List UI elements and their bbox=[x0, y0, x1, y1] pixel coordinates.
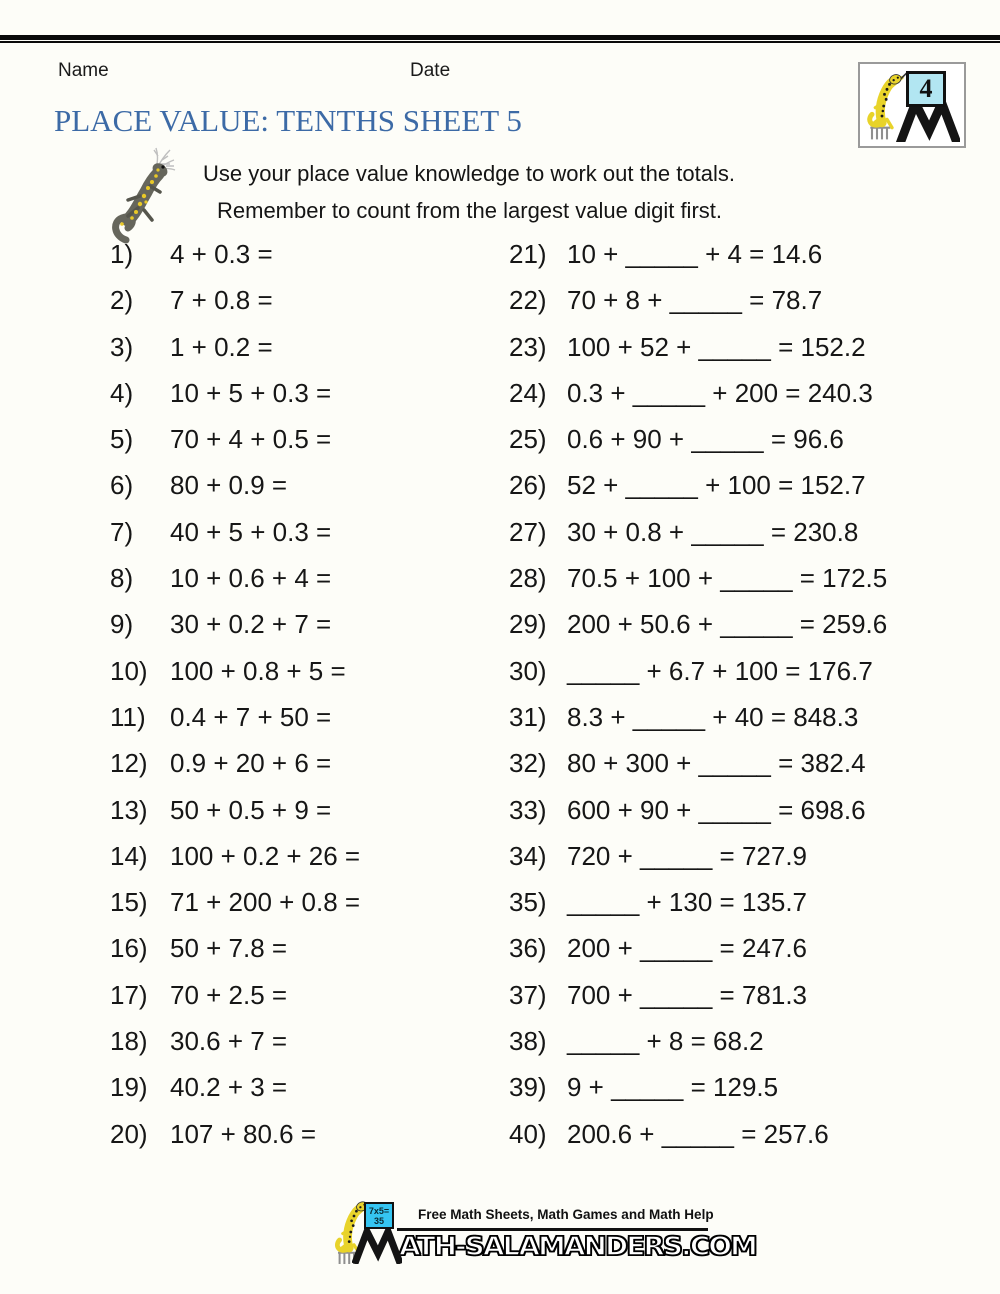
problem-text: 80 + 0.9 = bbox=[170, 470, 288, 501]
problem-text: 9 + _____ = 129.5 bbox=[567, 1072, 779, 1103]
problem-number: 33) bbox=[509, 794, 547, 825]
instructions bbox=[203, 155, 735, 229]
problem-text: 700 + _____ = 781.3 bbox=[567, 979, 808, 1010]
problem-number: 12) bbox=[110, 748, 148, 779]
problem-row bbox=[110, 601, 360, 647]
problem-row bbox=[509, 833, 887, 879]
problem-number: 31) bbox=[509, 701, 547, 732]
problem-number: 9) bbox=[110, 609, 134, 640]
problem-row bbox=[509, 1111, 887, 1157]
problem-text: _____ + 130 = 135.7 bbox=[567, 887, 808, 918]
problem-row bbox=[509, 1018, 887, 1064]
problem-number: 24) bbox=[509, 377, 547, 408]
problem-text: 10 + _____ + 4 = 14.6 bbox=[567, 239, 823, 269]
problem-number: 27) bbox=[509, 516, 547, 547]
problem-row bbox=[110, 324, 360, 370]
problem-row bbox=[110, 648, 360, 694]
problem-row bbox=[509, 972, 887, 1018]
problem-row bbox=[509, 324, 887, 370]
seven-times-five-sign bbox=[364, 1202, 394, 1229]
problem-row bbox=[110, 277, 360, 323]
problem-row bbox=[110, 833, 360, 879]
problem-text: 70.5 + 100 + _____ = 172.5 bbox=[567, 563, 888, 594]
problem-row bbox=[110, 462, 360, 508]
problem-row bbox=[110, 1064, 360, 1110]
problem-row bbox=[509, 1064, 887, 1110]
problem-number: 1) bbox=[110, 239, 134, 269]
problem-row bbox=[509, 509, 887, 555]
problem-number: 34) bbox=[509, 840, 547, 871]
problem-number: 29) bbox=[509, 609, 547, 640]
problem-number: 3) bbox=[110, 331, 134, 362]
problem-text: _____ + 8 = 68.2 bbox=[567, 1026, 764, 1057]
problem-text: 0.4 + 7 + 50 = bbox=[170, 701, 332, 732]
footer-tagline: Free Math Sheets, Math Games and Math Help bbox=[418, 1207, 714, 1222]
problem-text: 100 + 0.8 + 5 = bbox=[170, 655, 346, 686]
problem-row bbox=[509, 601, 887, 647]
problem-row bbox=[110, 1018, 360, 1064]
problem-number: 36) bbox=[509, 933, 547, 964]
problem-number: 14) bbox=[110, 840, 148, 871]
problem-number: 6) bbox=[110, 470, 134, 501]
problem-number: 21) bbox=[509, 239, 547, 269]
problem-number: 7) bbox=[110, 516, 134, 547]
problem-number: 10) bbox=[110, 655, 148, 686]
instruction-line-2: Remember to count from the largest value digit first. bbox=[217, 198, 722, 223]
problem-text: 30 + 0.8 + _____ = 230.8 bbox=[567, 516, 859, 547]
problem-text: 0.6 + 90 + _____ = 96.6 bbox=[567, 424, 844, 455]
problem-row bbox=[509, 231, 887, 277]
problem-number: 16) bbox=[110, 933, 148, 964]
problem-row bbox=[110, 231, 360, 277]
problem-text: 50 + 7.8 = bbox=[170, 933, 288, 964]
problem-row bbox=[509, 787, 887, 833]
problem-row bbox=[110, 694, 360, 740]
problem-row bbox=[110, 555, 360, 601]
problem-text: 200.6 + _____ = 257.6 bbox=[567, 1118, 829, 1149]
sign-line-2: 35 bbox=[373, 1216, 384, 1226]
problem-text: 4 + 0.3 = bbox=[170, 239, 273, 269]
problem-row bbox=[110, 509, 360, 555]
problem-text: 70 + 8 + _____ = 78.7 bbox=[567, 285, 823, 316]
math-salamanders-badge bbox=[858, 62, 966, 148]
problem-row bbox=[509, 462, 887, 508]
problem-row bbox=[110, 972, 360, 1018]
problem-number: 5) bbox=[110, 424, 134, 455]
problem-row bbox=[509, 555, 887, 601]
problem-text: 1 + 0.2 = bbox=[170, 331, 273, 362]
problem-number: 13) bbox=[110, 794, 148, 825]
problem-row bbox=[110, 416, 360, 462]
problem-number: 26) bbox=[509, 470, 547, 501]
problem-row bbox=[110, 879, 360, 925]
problems-column-left bbox=[110, 231, 360, 1157]
problem-text: 200 + _____ = 247.6 bbox=[567, 933, 808, 964]
problem-text: 52 + _____ + 100 = 152.7 bbox=[567, 470, 866, 501]
problem-text: 7 + 0.8 = bbox=[170, 285, 273, 316]
problem-row bbox=[509, 925, 887, 971]
problem-text: 100 + 52 + _____ = 152.2 bbox=[567, 331, 866, 362]
problem-number: 35) bbox=[509, 887, 547, 918]
problem-text: 8.3 + _____ + 40 = 848.3 bbox=[567, 701, 859, 732]
problem-number: 20) bbox=[110, 1118, 148, 1149]
problems-column-right bbox=[509, 231, 887, 1157]
problem-number: 17) bbox=[110, 979, 148, 1010]
instruction-line-1: Use your place value knowledge to work out the totals. bbox=[203, 161, 735, 186]
problem-row bbox=[509, 370, 887, 416]
problem-text: 100 + 0.2 + 26 = bbox=[170, 840, 361, 871]
name-label: Name bbox=[58, 60, 109, 81]
problem-text: 70 + 2.5 = bbox=[170, 979, 288, 1010]
problem-number: 25) bbox=[509, 424, 547, 455]
problem-number: 32) bbox=[509, 748, 547, 779]
footer-m-logo-icon bbox=[352, 1226, 402, 1264]
problem-text: 720 + _____ = 727.9 bbox=[567, 840, 808, 871]
problem-number: 39) bbox=[509, 1072, 547, 1103]
problem-number: 37) bbox=[509, 979, 547, 1010]
problem-number: 11) bbox=[110, 701, 146, 732]
problem-text: 40.2 + 3 = bbox=[170, 1072, 288, 1103]
problem-row bbox=[110, 370, 360, 416]
problem-row bbox=[509, 879, 887, 925]
problem-row bbox=[509, 648, 887, 694]
top-double-rule bbox=[0, 35, 1000, 43]
problem-number: 18) bbox=[110, 1026, 148, 1057]
problem-text: 107 + 80.6 = bbox=[170, 1118, 317, 1149]
problem-text: 40 + 5 + 0.3 = bbox=[170, 516, 332, 547]
problem-row bbox=[110, 925, 360, 971]
problem-row bbox=[509, 740, 887, 786]
problem-number: 40) bbox=[509, 1118, 547, 1149]
problem-text: 0.9 + 20 + 6 = bbox=[170, 748, 332, 779]
problem-number: 23) bbox=[509, 331, 547, 362]
problem-text: 71 + 200 + 0.8 = bbox=[170, 887, 361, 918]
problem-number: 38) bbox=[509, 1026, 547, 1057]
problem-row bbox=[110, 740, 360, 786]
problem-number: 2) bbox=[110, 285, 134, 316]
problem-text: 70 + 4 + 0.5 = bbox=[170, 424, 332, 455]
page-title: PLACE VALUE: TENTHS SHEET 5 bbox=[54, 103, 522, 138]
problem-text: 200 + 50.6 + _____ = 259.6 bbox=[567, 609, 888, 640]
problem-number: 30) bbox=[509, 655, 547, 686]
problem-text: 600 + 90 + _____ = 698.6 bbox=[567, 794, 866, 825]
date-label: Date bbox=[410, 60, 451, 81]
problem-text: 10 + 5 + 0.3 = bbox=[170, 377, 332, 408]
problem-number: 28) bbox=[509, 563, 547, 594]
problem-row bbox=[509, 694, 887, 740]
level-badge: 4 bbox=[906, 71, 946, 107]
problem-number: 15) bbox=[110, 887, 148, 918]
footer-wordmark: ATH-SALAMANDERS.COM bbox=[399, 1231, 756, 1262]
problem-text: 10 + 0.6 + 4 = bbox=[170, 563, 332, 594]
problem-row bbox=[509, 416, 887, 462]
problem-row bbox=[509, 277, 887, 323]
problem-number: 19) bbox=[110, 1072, 148, 1103]
problem-text: 80 + 300 + _____ = 382.4 bbox=[567, 748, 866, 779]
problem-text: 30 + 0.2 + 7 = bbox=[170, 609, 332, 640]
problem-row bbox=[110, 787, 360, 833]
problem-number: 8) bbox=[110, 563, 134, 594]
problem-number: 4) bbox=[110, 377, 134, 408]
problem-row bbox=[110, 1111, 360, 1157]
problem-text: 50 + 0.5 + 9 = bbox=[170, 794, 332, 825]
problem-text: 30.6 + 7 = bbox=[170, 1026, 288, 1057]
problem-number: 22) bbox=[509, 285, 547, 316]
problem-text: _____ + 6.7 + 100 = 176.7 bbox=[567, 655, 873, 686]
problem-text: 0.3 + _____ + 200 = 240.3 bbox=[567, 377, 873, 408]
sign-line-1: 7x5= bbox=[368, 1206, 390, 1216]
